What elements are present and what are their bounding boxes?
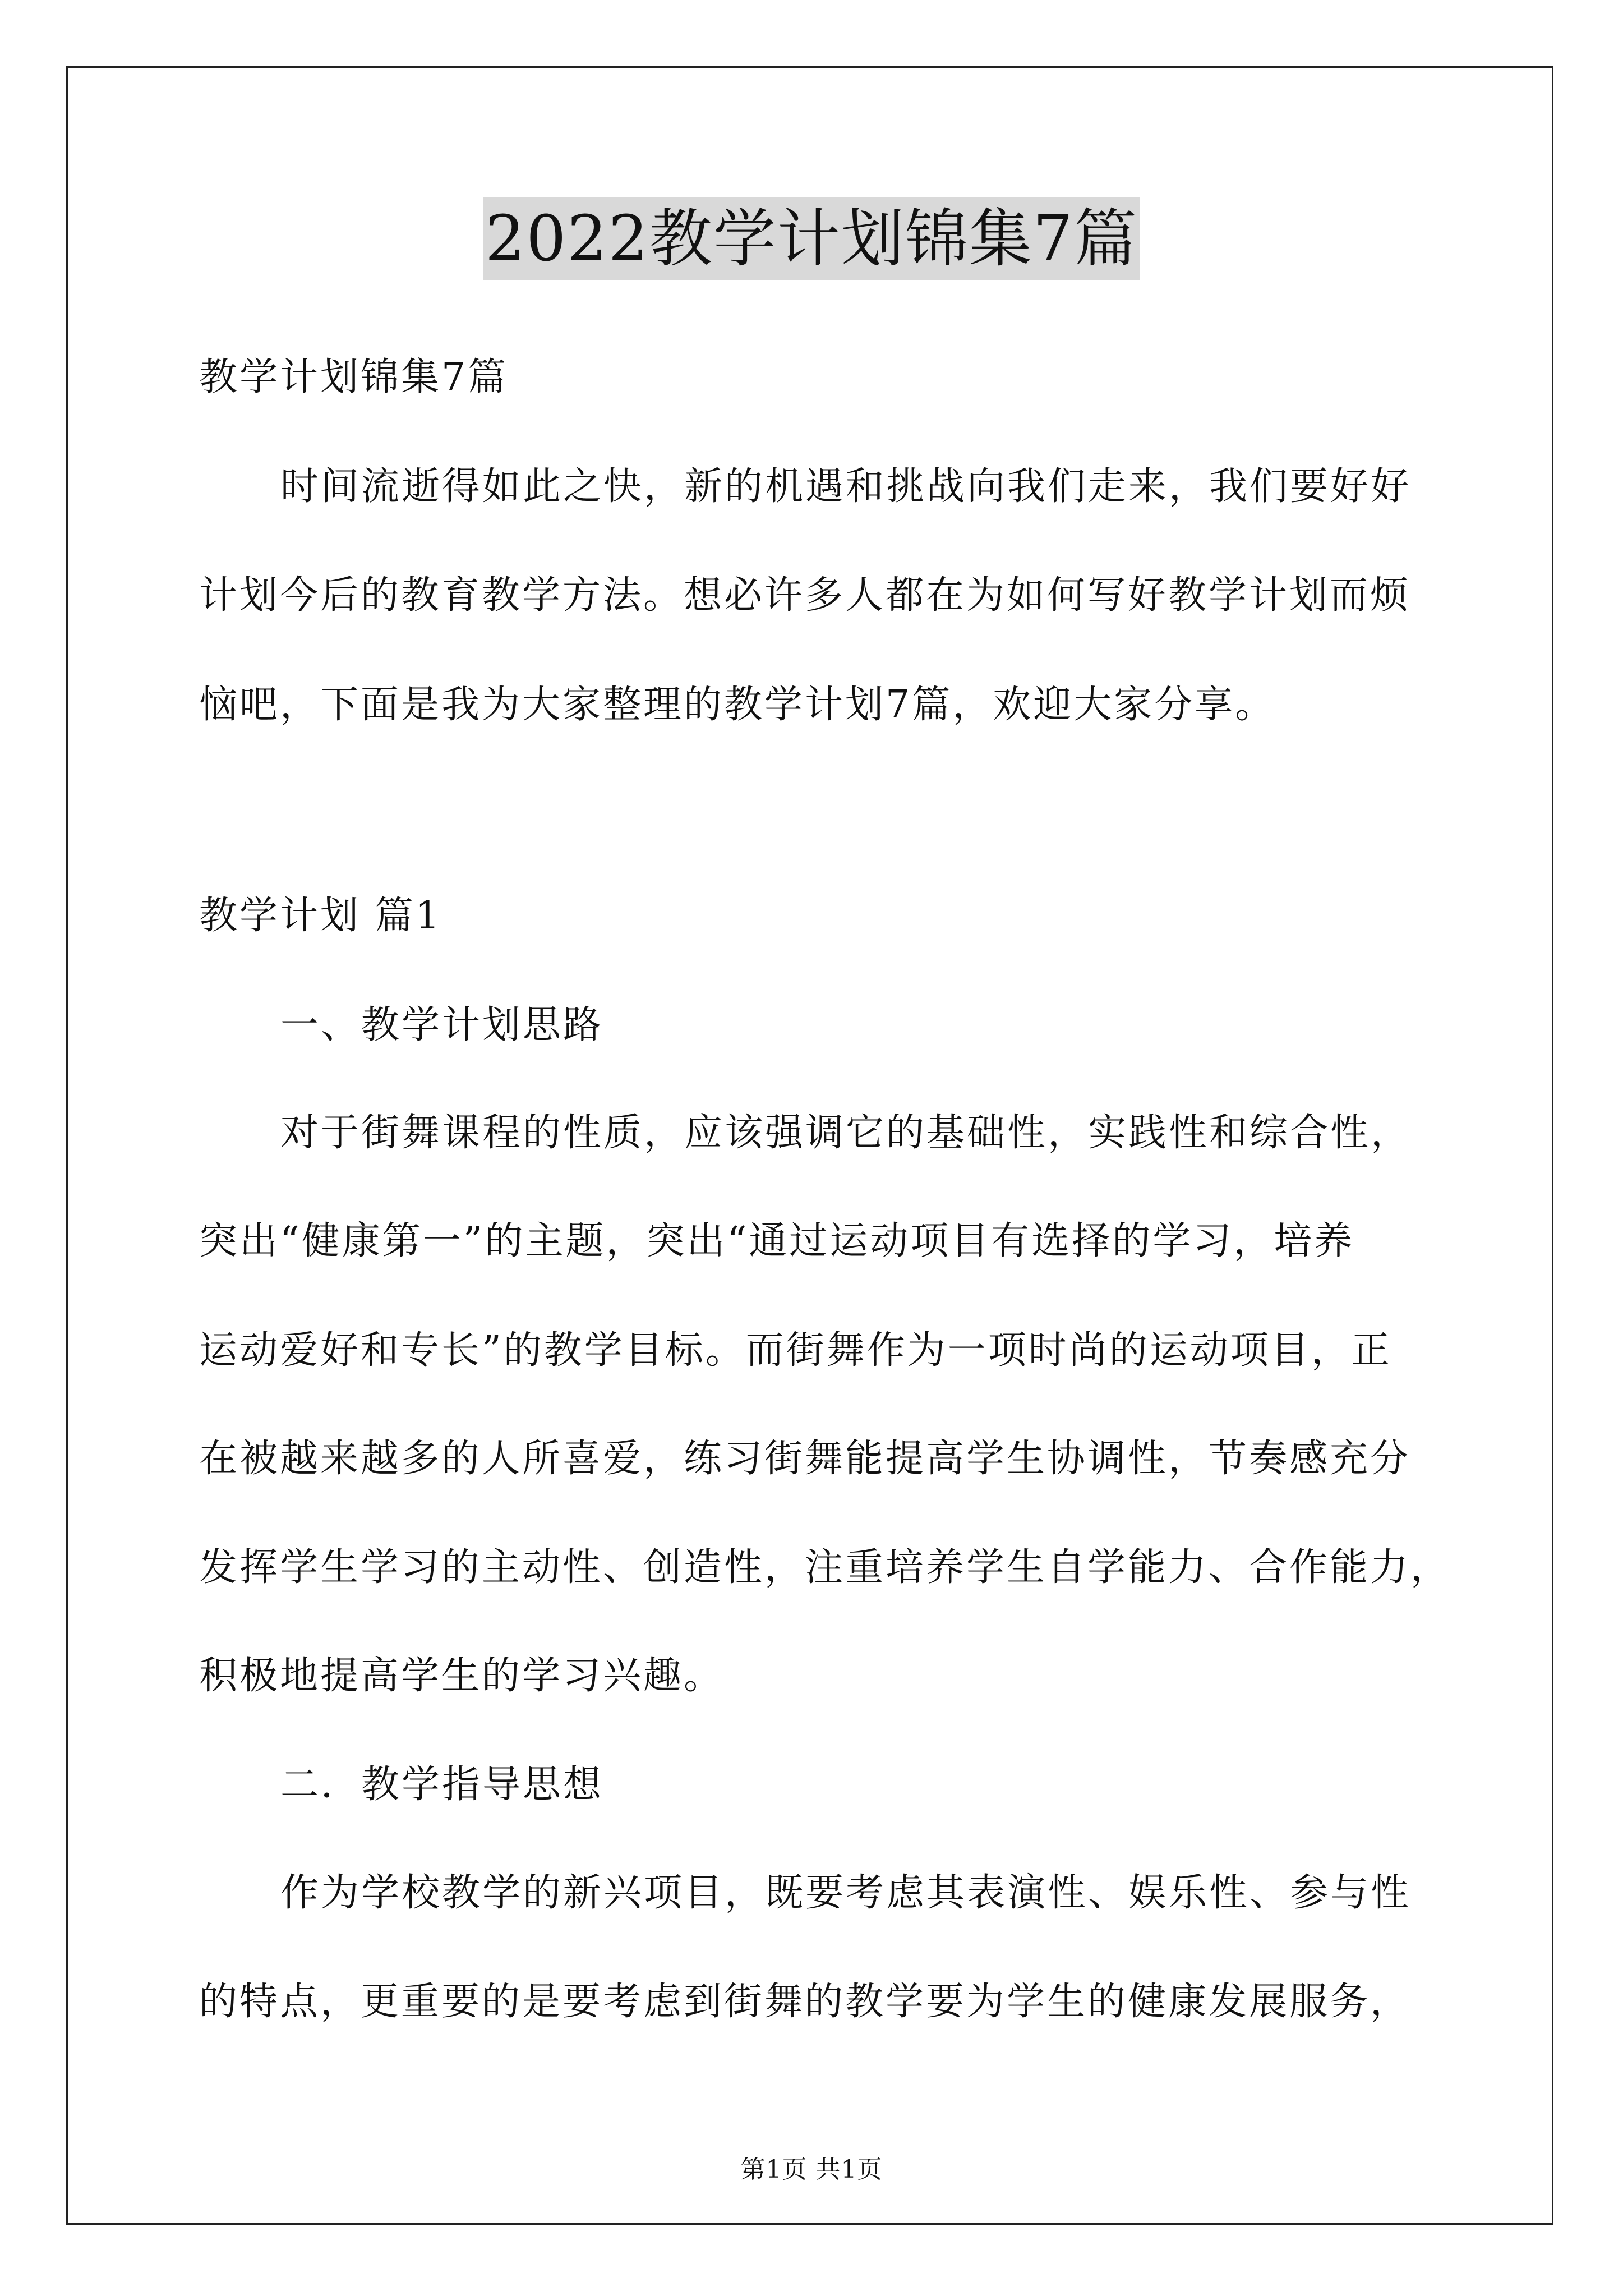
part1-line-1: 对于街舞课程的性质，应该强调它的基础性，实践性和综合性，	[280, 1111, 1412, 1155]
intro-line-2: 计划今后的教育教学方法。想必许多人都在为如何写好教学计划而烦	[199, 573, 1411, 618]
part1-heading: 一、教学计划思路	[280, 1003, 604, 1047]
page-footer: 第1页 共1页	[740, 2155, 883, 2184]
intro-line-3: 恼吧，下面是我为大家整理的教学计划7篇，欢迎大家分享。	[199, 683, 1276, 727]
document-subtitle: 教学计划锦集7篇	[199, 355, 509, 399]
part1-line-2: 突出“健康第一”的主题，突出“通过运动项目有选择的学习，培养	[199, 1219, 1355, 1263]
part1-line-6: 积极地提高学生的学习兴趣。	[199, 1654, 725, 1698]
document-title: 2022教学计划锦集7篇	[483, 197, 1140, 280]
intro-line-1: 时间流逝得如此之快，新的机遇和挑战向我们走来，我们要好好	[280, 464, 1412, 509]
part2-line-1: 作为学校教学的新兴项目，既要考虑其表演性、娱乐性、参与性	[280, 1871, 1412, 1915]
title-container	[0, 197, 1623, 280]
part2-heading: 二．教学指导思想	[280, 1763, 604, 1807]
part2-line-2: 的特点，更重要的是要考虑到街舞的教学要为学生的健康发展服务，	[199, 1980, 1411, 2024]
part1-line-4: 在被越来越多的人所喜爱，练习街舞能提高学生协调性，节奏感充分	[199, 1437, 1411, 1481]
part1-line-5: 发挥学生学习的主动性、创造性，注重培养学生自学能力、合作能力，	[199, 1545, 1451, 1590]
part1-line-3: 运动爱好和专长”的教学目标。而街舞作为一项时尚的运动项目，正	[199, 1328, 1392, 1373]
section-heading: 教学计划 篇1	[199, 894, 442, 938]
